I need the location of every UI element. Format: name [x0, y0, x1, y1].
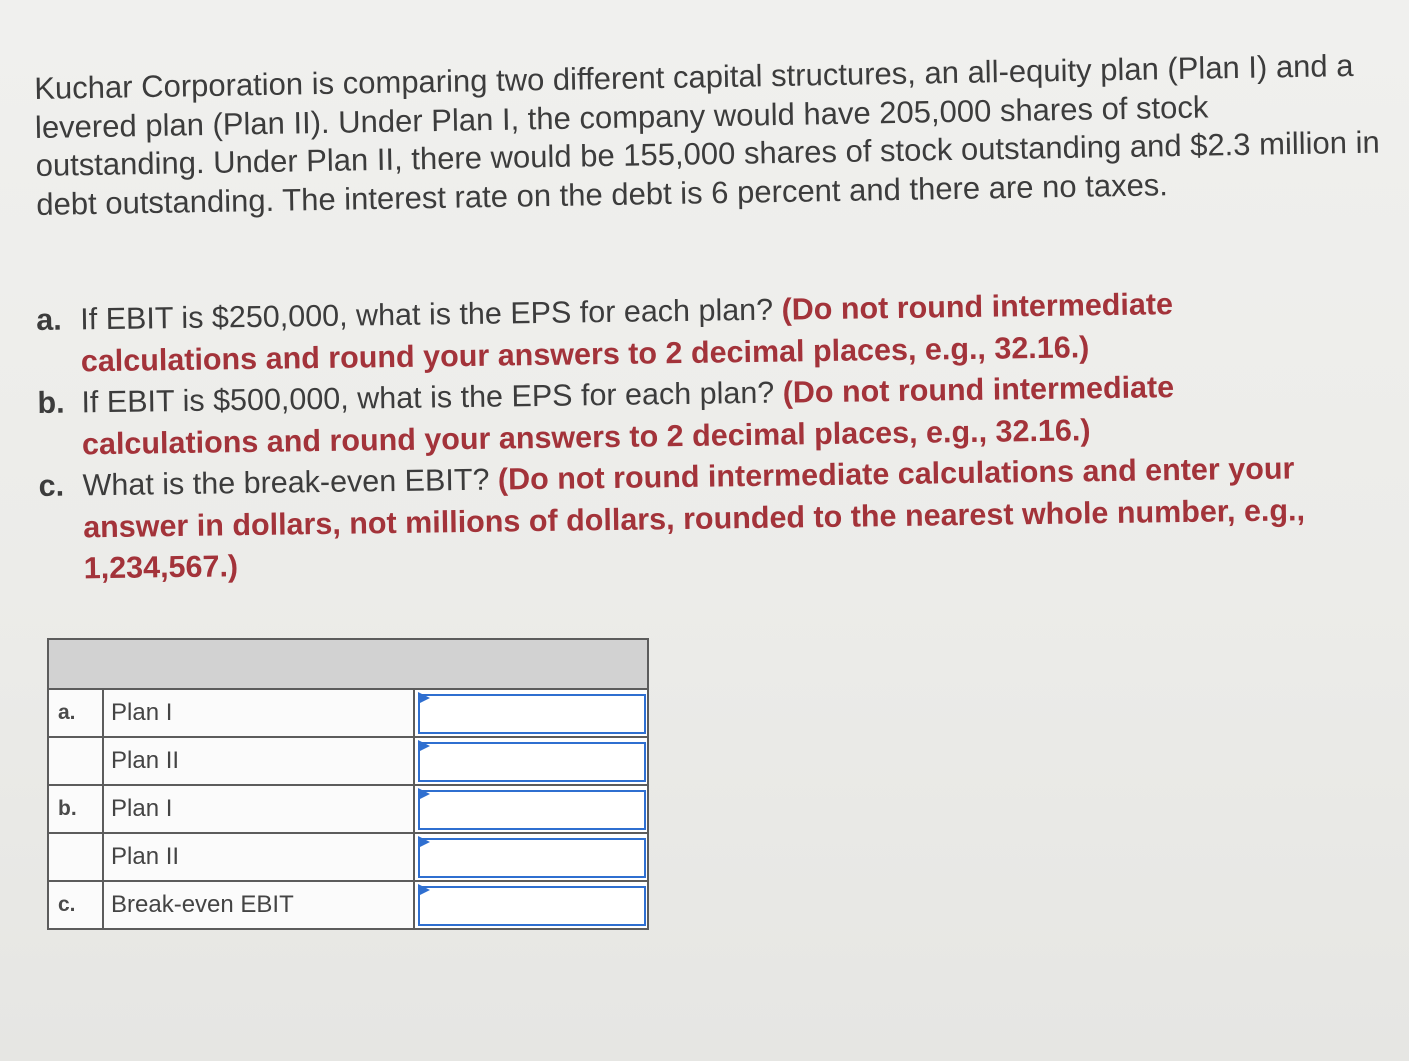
question-text: If EBIT is $500,000, what is the EPS for each plan?	[81, 375, 775, 420]
answer-input-b-plan-2[interactable]	[418, 838, 646, 878]
row-label: Plan II	[103, 737, 414, 785]
answer-cell	[414, 737, 648, 785]
question-c	[38, 448, 1340, 591]
table-row	[48, 737, 648, 785]
table-row	[48, 689, 648, 737]
question-list	[36, 282, 1340, 591]
row-letter: b.	[48, 785, 103, 833]
row-label: Plan I	[103, 785, 414, 833]
answer-input-b-plan-1[interactable]	[418, 790, 646, 830]
row-letter	[48, 833, 103, 881]
flag-icon	[418, 788, 430, 800]
flag-icon	[418, 740, 430, 752]
question-text: What is the break-even EBIT?	[82, 462, 490, 503]
answer-input-break-even-ebit[interactable]	[418, 886, 646, 926]
answer-input-a-plan-1[interactable]	[418, 694, 646, 734]
question-marker: a.	[36, 302, 62, 337]
question-text: If EBIT is $250,000, what is the EPS for each plan?	[80, 292, 774, 337]
table-row	[48, 833, 648, 881]
question-instruction: (Do not round intermediate calculations and enter your answer in dollars, not millions of dollars, rounded to the nearest whole number, e.g., 1,234,567.)	[82, 451, 1306, 586]
row-letter: a.	[48, 689, 103, 737]
question-marker: c.	[38, 468, 65, 503]
answer-input-a-plan-2[interactable]	[418, 742, 646, 782]
question-instruction: (Do not round intermediate calculations and round your answers to 2 decimal places, e.g., 32.16.)	[80, 287, 1174, 378]
question-marker: b.	[37, 385, 65, 420]
table-row	[48, 785, 648, 833]
answer-cell	[414, 881, 648, 929]
problem-statement: Kuchar Corporation is comparing two different capital structures, an all-equity plan (Plan I) and a levered plan (Plan II). Under Plan I, the company would have 205,000 shares of stock outstanding. Under Plan II, there would be 155,000 shares of stock outstanding and $2.3 million in debt outstanding. The interest rate on the debt is 6 percent and there are no taxes.	[34, 47, 1380, 222]
row-letter	[48, 737, 103, 785]
answer-cell	[414, 785, 648, 833]
table-header-row	[48, 639, 648, 689]
row-label: Break-even EBIT	[103, 881, 414, 929]
answer-cell	[414, 833, 648, 881]
question-instruction: (Do not round intermediate calculations and round your answers to 2 decimal places, e.g., 32.16.)	[81, 370, 1175, 461]
row-letter: c.	[48, 881, 103, 929]
flag-icon	[418, 884, 430, 896]
answer-cell	[414, 689, 648, 737]
answer-table	[47, 638, 649, 930]
row-label: Plan II	[103, 833, 414, 881]
flag-icon	[418, 836, 430, 848]
table-row	[48, 881, 648, 929]
table-header	[48, 639, 648, 689]
row-label: Plan I	[103, 689, 414, 737]
flag-icon	[418, 692, 430, 704]
